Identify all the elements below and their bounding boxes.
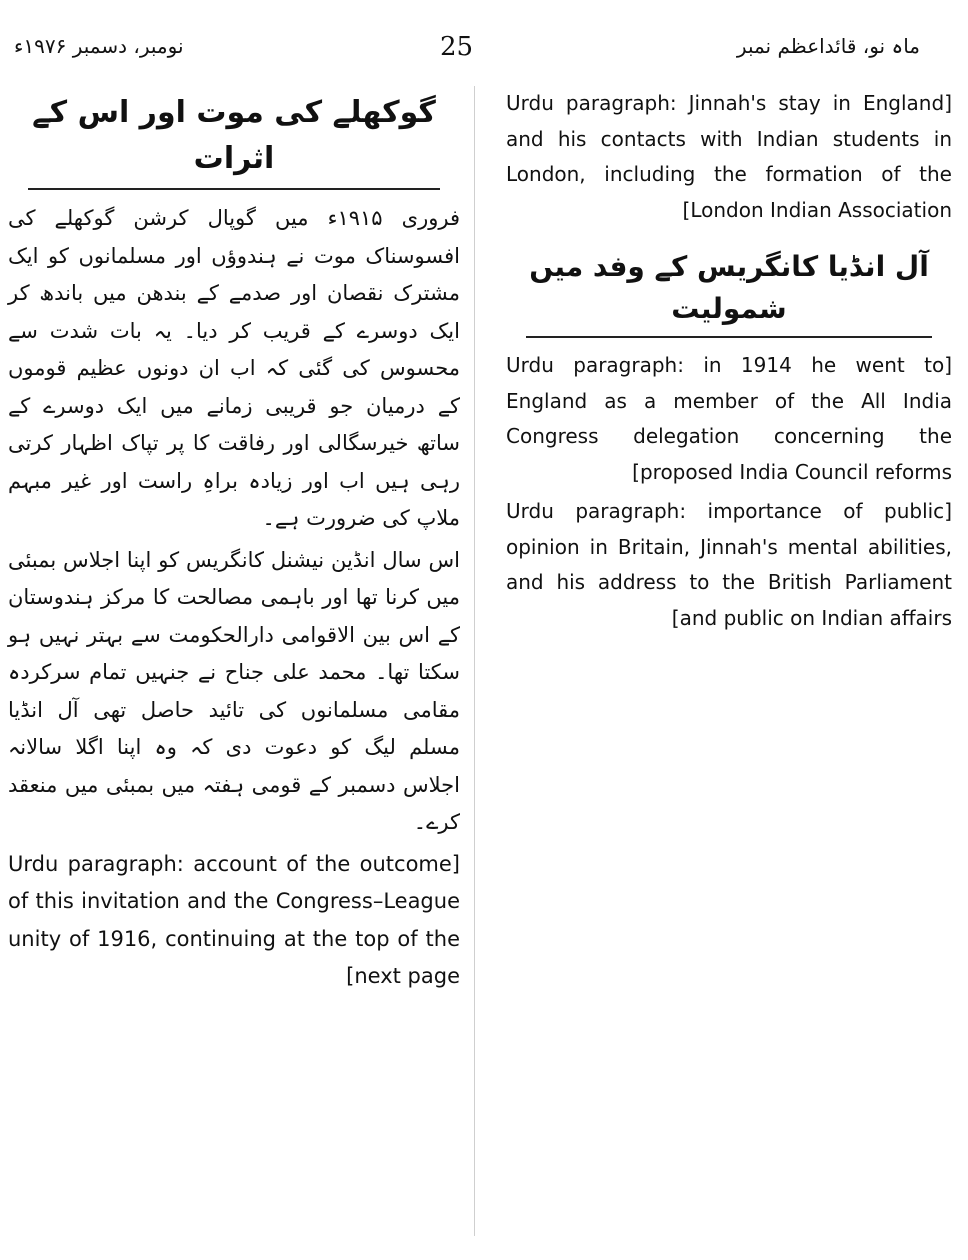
header-magazine-title: ماہ نو، قائداعظم نمبر — [736, 34, 920, 58]
subheading-underline — [526, 336, 932, 338]
section-heading-congress-delegation: آل انڈیا کانگریس کے وفد میں شمولیت — [529, 250, 929, 325]
left-column — [8, 86, 460, 1246]
paragraph: [Urdu paragraph: Jinnah's stay in England and his contacts with Indian students in London, including the formation of the London Indian Association] — [506, 91, 952, 222]
paragraph: [Urdu paragraph: importance of public opinion in Britain, Jinnah's mental abilities, and his address to the British Parliament and public on Indian affairs] — [506, 499, 952, 630]
header-issue-date: نومبر، دسمبر ۱۹۷۶ء — [14, 34, 184, 58]
column-divider — [474, 86, 475, 1236]
heading-underline — [28, 188, 440, 190]
paragraph: [Urdu paragraph: account of the outcome of this invitation and the Congress–League unity of 1916, continuing at the top of the next page] — [8, 851, 460, 988]
paragraph: فروری ۱۹۱۵ء میں گوپال کرشن گوکھلے کی افسوسناک موت نے ہندوؤں اور مسلمانوں کو ایک مشترک نقصان اور صدمے کے بندھن میں باندھ کر ایک دوسرے کے قریب کر دیا۔ یہ بات شدت سے محسوس کی گئی کہ اب ان دونوں عظیم قوموں کے درمیان جو قریبی زمانے میں ایک دوسرے کے ساتھ خیرسگالی اور رفاقت کا پر تپاک اظہار کرتی رہی ہیں اب اور زیادہ براہِ راست اور غیر مبہم ملاپ کی ضرورت ہے۔ — [8, 206, 460, 530]
page-header — [0, 34, 968, 70]
paragraph: اس سال انڈین نیشنل کانگریس کو اپنا اجلاس بمبئی میں کرنا تھا اور باہمی مصالحت کا مرکز ہندوستان کے اس بین الاقوامی دارالحکومت سے بہتر نہیں ہو سکتا تھا۔ محمد علی جناح نے جنہیں تمام سرکردہ مقامی مسلمانوں کی تائید حاصل تھی آل انڈیا مسلم لیگ کو دعوت دی کہ وہ اپنا اگلا سالانہ اجلاس دسمبر کے قومی ہفتہ میں بمبئی میں منعقد کرے۔ — [8, 547, 460, 834]
section-heading-gokhale: گوکھلے کی موت اور اس کے اثرات — [32, 95, 436, 176]
page-number: 25 — [440, 32, 474, 62]
right-column — [506, 86, 952, 1246]
paragraph: [Urdu paragraph: in 1914 he went to England as a member of the All India Congress delegation concerning the proposed India Council reforms] — [506, 353, 952, 484]
